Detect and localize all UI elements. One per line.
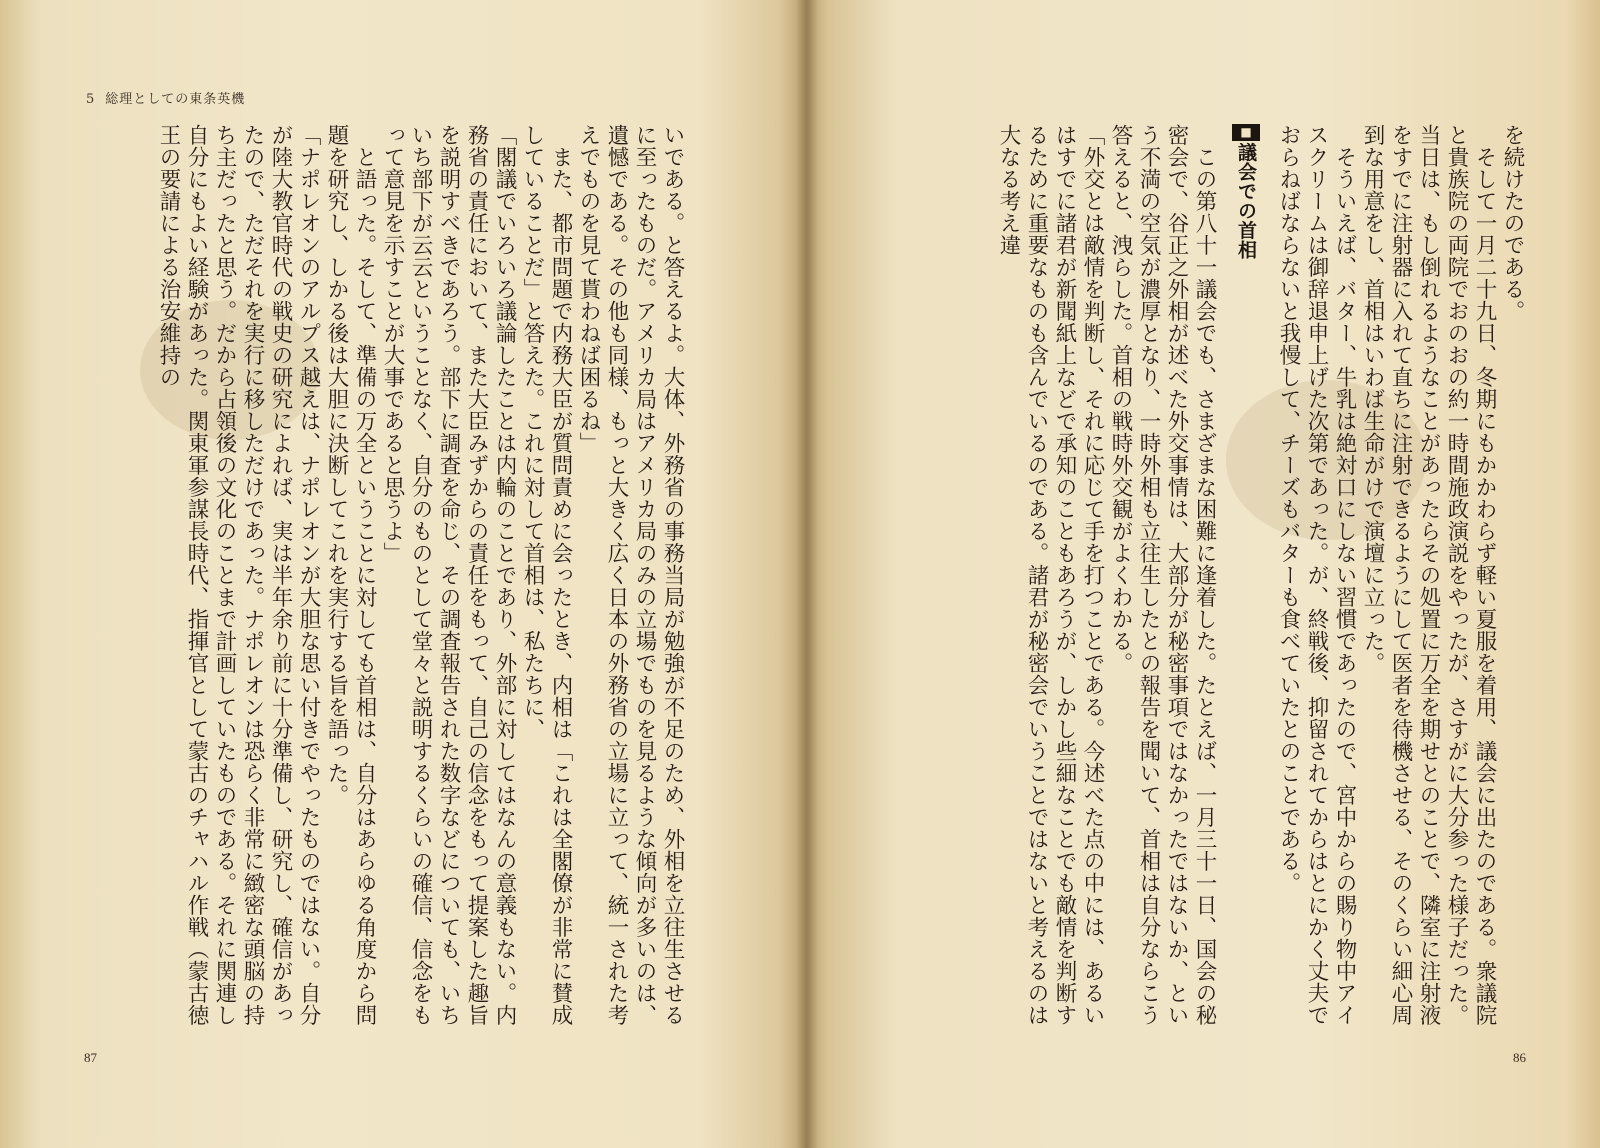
paragraph: また、都市問題で内務大臣が質問責めに会ったとき、内相は「これは全閣僚が非常に賛成していることだ」と答えた。これに対して首相は、私たちに、 xyxy=(520,124,573,1026)
paragraph: 「閣議でいろいろ議論したことは内輪のことであり、外部に対してはなんの意義もない。内務省の責任において、また大臣みずからの責任をもって、自己の信念をもって提案した趣旨を説明すべきであろう。部下に調査を命じ、その調査報告された数字などについても、いちいち部下が云云ということなく、自分のものとして堂々と説明するくらいの確信、信念をもって意見を示すことが大事であると思うよ」 xyxy=(380,124,517,1026)
paragraph: 「ナポレオンのアルプス越えは、ナポレオンが大胆な思い付きでやったものではない。自分が陸大教官時代の戦史の研究によれば、実は半年余り前に十分準備し、研究し、確信があったので、ただそれを実行に移しただけであった。ナポレオンは恐らく非常に緻密な頭脳の持ち主だったと思う。だから占領後の文化のことまで計画していたものである。それに関連し自分にもよい経験があった。関東軍参謀長時代、指揮官として蒙古のチャハル作戦（蒙古徳王の要請による治安維持の xyxy=(156,124,321,1026)
page-number: 86 xyxy=(1513,1050,1526,1065)
right-page-body xyxy=(902,124,1526,1044)
paragraph: を続けたのである。 xyxy=(1500,124,1525,322)
paragraph: と語った。そして、準備の万全ということに対しても首相は、自分はあらゆる角度から問題を研究し、しかる後は大胆に決断してこれを実行する旨を語った。 xyxy=(324,124,377,1026)
paragraph: 「外交とは敵情を判断し、それに応じて手を打つことである。今述べた点の中には、あるいはすでに諸君が新聞紙上などで承知のこともあろうが、しかし些細なことでも敵情を判断するために重要なものも含んでいるのである。諸君が秘密会でいうことではないと考えるのは大なる考え違 xyxy=(996,124,1105,1026)
paragraph: いである。と答えるよ。大体、外務省の事務当局が勉強が不足のため、外相を立往生させるに至ったものだ。アメリカ局はアメリカ局のみの立場でものを見るような傾向が多いのは、遺憾である。その他も同様、もっと大きく広く日本の外務省の立場に立って、統一された考えでものを見て貰わねば困るね」 xyxy=(576,124,685,1026)
section-heading-text: 議会での首相 xyxy=(1235,142,1257,260)
paragraph: そういえば、バター、牛乳は絶対口にしない習慣であったので、宮中からの賜り物中アイスクリームは御辞退申上げた次第であった。が、終戦後、抑留されてからはとにかく丈夫でおらねばならないと我慢して、チーズもバターも食べていたとのことである。 xyxy=(1276,124,1357,1026)
paragraph: この第八十一議会でも、さまざまな困難に逢着した。たとえば、一月三十一日、国会の秘密会で、谷正之外相が述べた外交事情は、大部分が秘密事項ではなかったではないか、という不満の空気が濃厚となり、一時外相も立往生したとの報告を聞いて、首相は自分ならこう答えると、洩らした。首相の戦時外交観がよくわかる。 xyxy=(1108,124,1217,1026)
chapter-title: 総理としての東条英機 xyxy=(105,92,246,107)
paragraph: そして一月二十九日、冬期にもかかわらず軽い夏服を着用、議会に出たのである。衆議院と貴族院の両院でおのおの約一時間施政演説をやったが、さすがに大分参った様子だった。当日は、もし倒れるようなことがあったらその処置に万全を期せとのことで、隣室に注射液をすでに注射器に入れて直ちに注射できるようにして医者を待機させる、そのくらい細心周到な用意をし、首相はいわば生命がけで演壇に立った。 xyxy=(1360,124,1497,1026)
section-heading xyxy=(1232,124,1260,1044)
book-gutter xyxy=(796,0,818,1148)
page-number: 87 xyxy=(84,1050,97,1065)
running-head xyxy=(86,88,245,107)
chapter-number: 5 xyxy=(86,92,96,107)
section-mark-icon: ■ xyxy=(1232,124,1260,141)
left-page-body xyxy=(86,124,686,1044)
